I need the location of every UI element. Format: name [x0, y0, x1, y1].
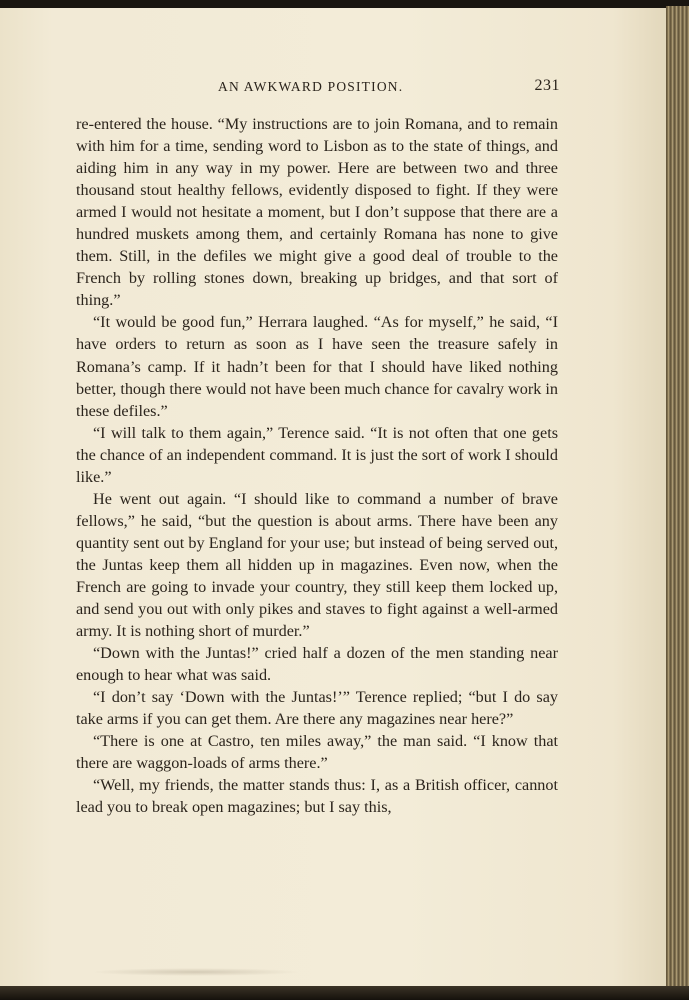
paragraph: re-entered the house. “My instructions are to join Romana, and to remain with him for a time, sending word to Lisbon as to the state of things, and aiding him in any way in my power. Here are between two and three thousand stout healthy fellows, evidently disposed to fight. If they were armed I would not hesitate a moment, but I don’t suppose that there are a hundred muskets among them, and certainly Romana has none to give them. Still, in the defiles we might give a good deal of trouble to the French by rolling stones down, breaking up bridges, and that sort of thing.” — [76, 115, 558, 310]
paragraph: “I will talk to them again,” Terence said. “It is not often that one gets the chance of an independent command. It is just the sort of work I should like.” — [76, 423, 558, 486]
running-header — [218, 77, 560, 97]
paragraph: “Down with the Juntas!” cried half a dozen of the men standing near enough to hear what was said. — [76, 644, 558, 685]
page-number: 231 — [534, 77, 560, 94]
paragraph: He went out again. “I should like to command a number of brave fellows,” he said, “but the question is about arms. There have been any quantity sent out by England for your use; but instead of being served out, the Juntas keep them all hidden up in magazines. Even now, when the French are going to invade your country, they still keep them locked up, and send you out with only pikes and staves to fight against a well-armed army. It is nothing short of murder.” — [76, 489, 558, 641]
paragraph: “Well, my friends, the matter stands thus: I, as a British officer, cannot lead you to break open magazines; but I say this, — [76, 776, 558, 817]
running-title: AN AWKWARD POSITION. — [218, 79, 404, 94]
paragraph: “It would be good fun,” Herrara laughed. “As for myself,” he said, “I have orders to return as soon as I have seen the treasure safely in Romana’s camp. If it hadn’t been for that I should have liked nothing better, though there would not have been much chance for cavalry work in these defiles.” — [76, 313, 558, 420]
book-page-edges — [666, 6, 689, 996]
scan-bottom-shadow — [0, 986, 689, 1000]
paragraph: “There is one at Castro, ten miles away,” the man said. “I know that there are waggon-loads of arms there.” — [76, 732, 558, 773]
paragraph: “I don’t say ‘Down with the Juntas!’” Terence replied; “but I do say take arms if you can get them. Are there any magazines near here?” — [76, 688, 558, 729]
paper-smudge — [90, 968, 300, 976]
body-text — [76, 113, 558, 819]
